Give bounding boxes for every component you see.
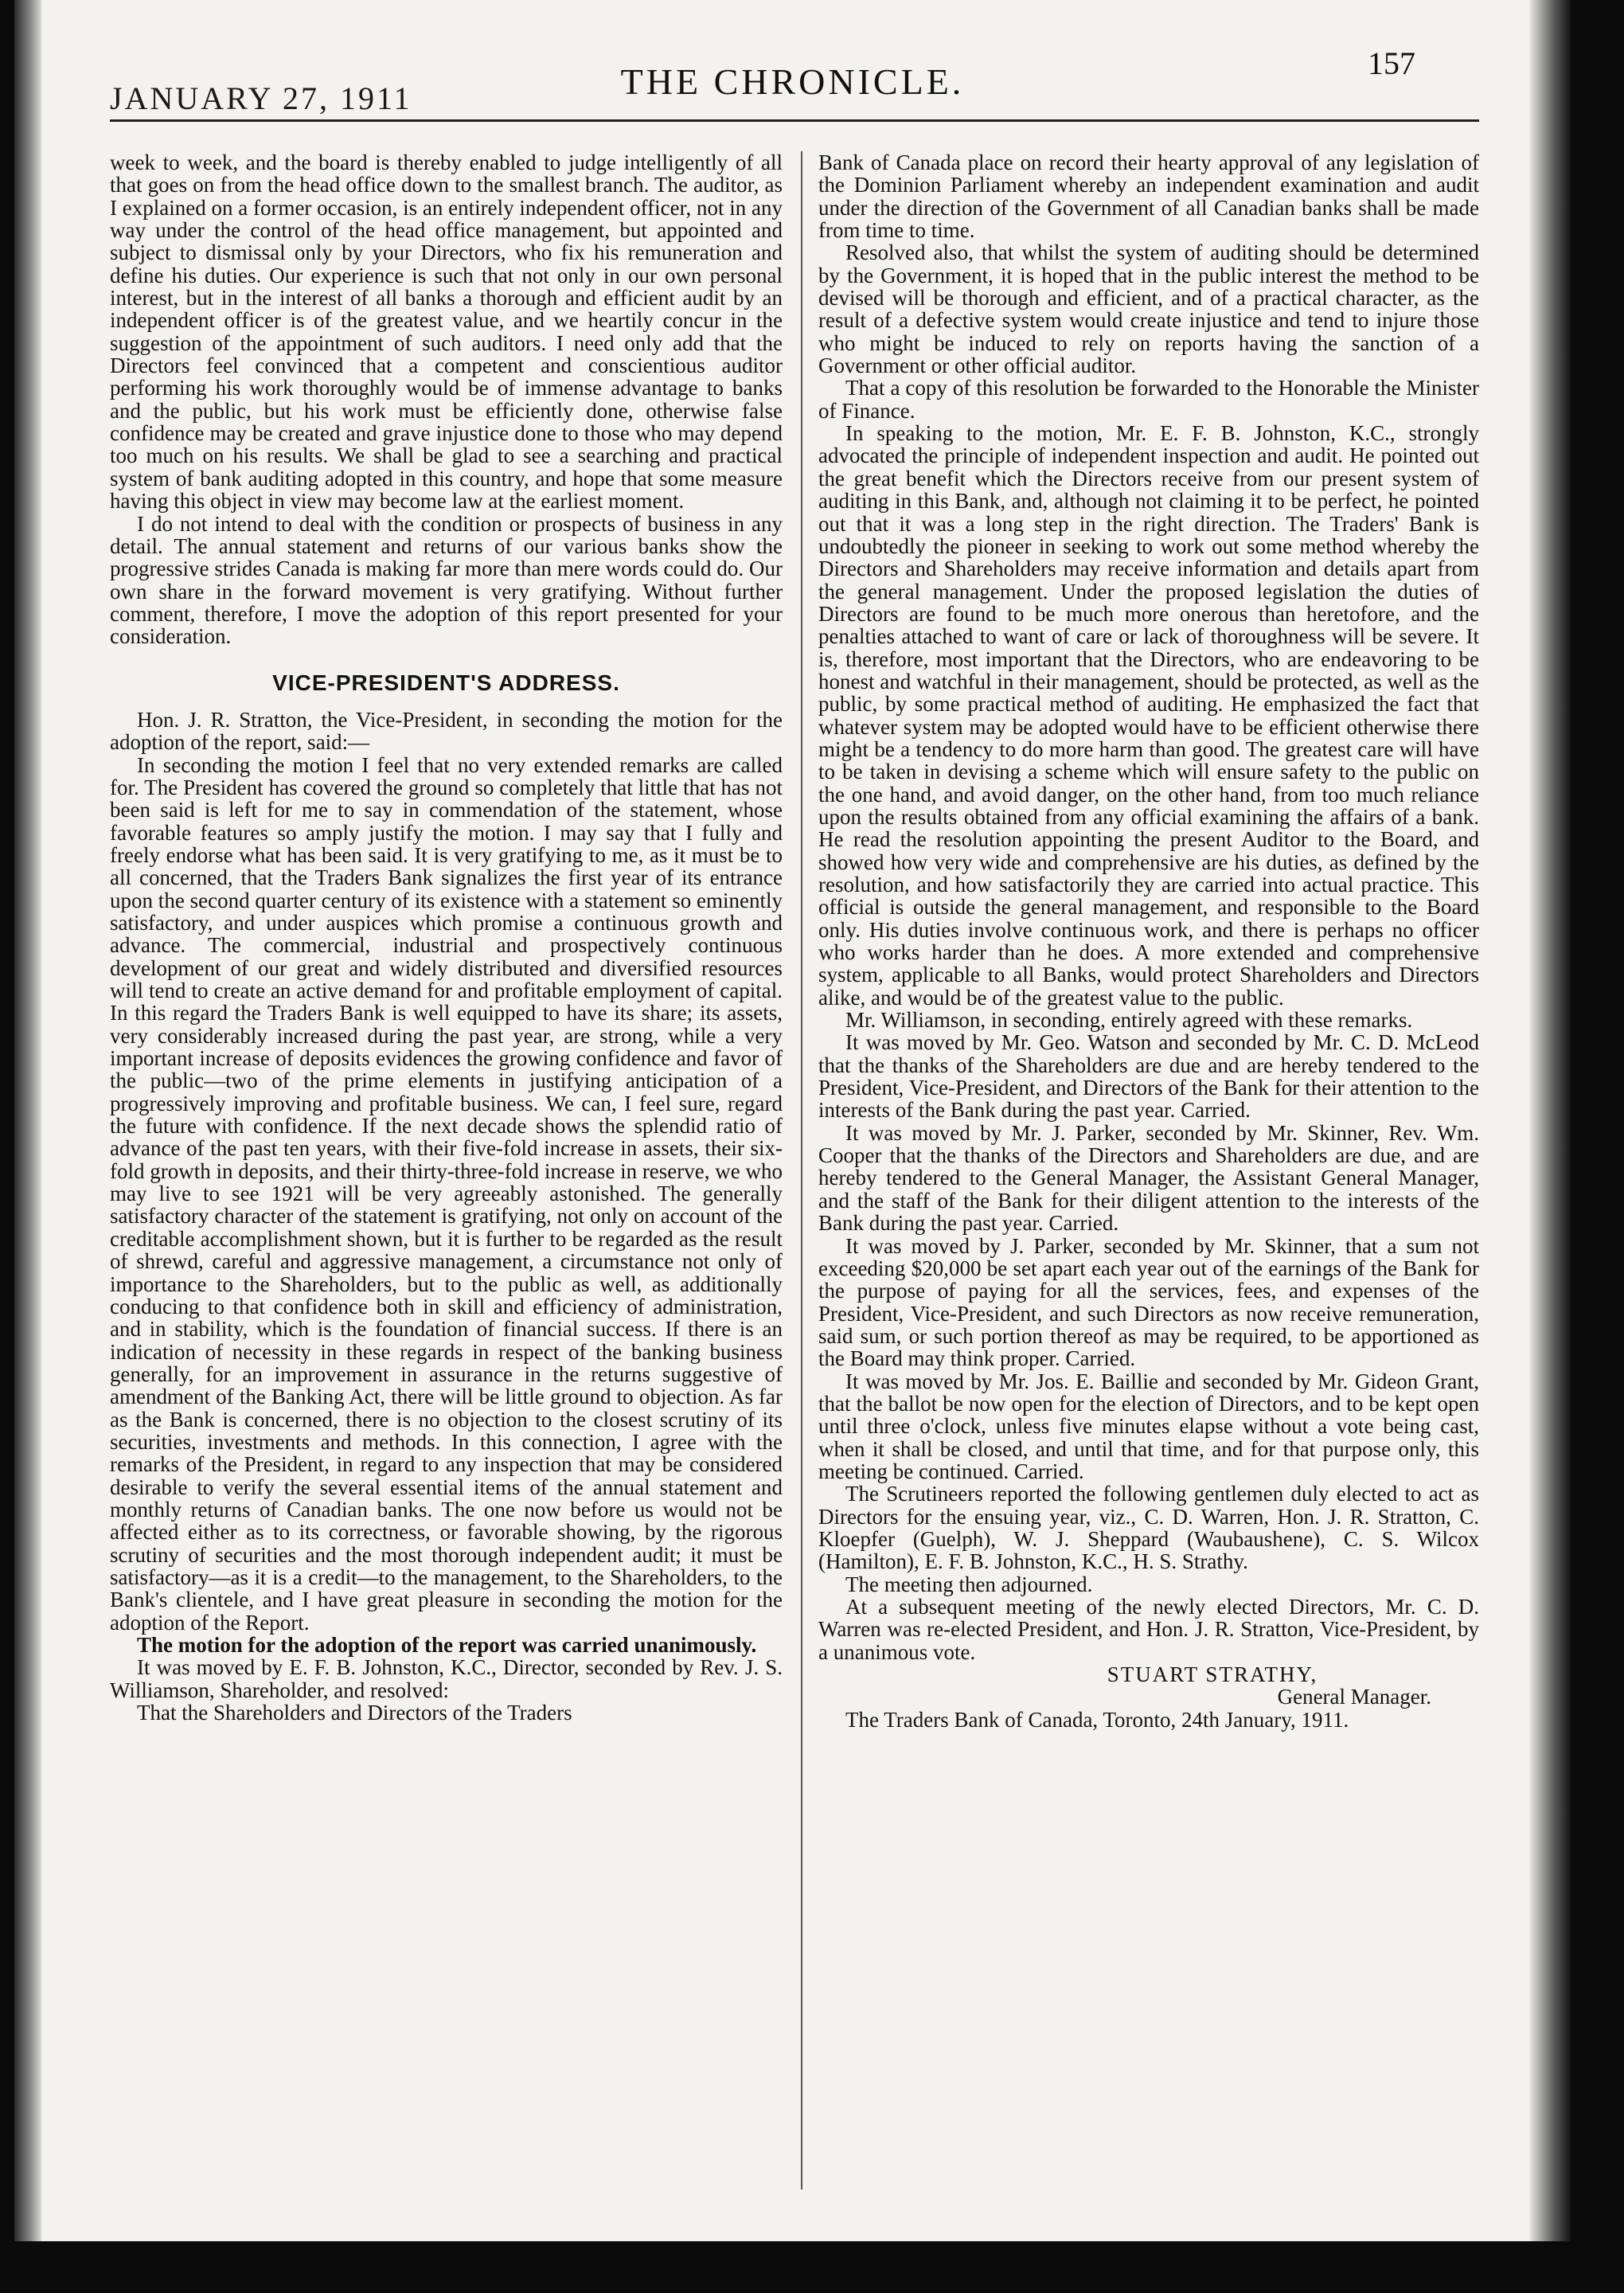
- page-header: [14, 33, 1571, 129]
- paragraph: At a subsequent meeting of the newly elected Directors, Mr. C. D. Warren was re-elected President, and Hon. J. R. Stratton, Vice-President, by a unanimous vote.: [818, 1595, 1479, 1664]
- column-rule: [801, 151, 802, 2189]
- right-column: [818, 151, 1479, 2189]
- binding-shadow: [14, 0, 41, 2241]
- left-column: [110, 151, 783, 2189]
- page-number: 157: [1368, 45, 1415, 81]
- paragraph: week to week, and the board is thereby enabled to judge intelligently of all that goes on from the head office down to the smallest branch. The auditor, as I explained on a former occasion, is an entirely independent officer, not in any way under the control of the head office management, but appointed and subject to dismissal only by your Directors, who fix his remuneration and define his duties. Our experience is such that not only in our own personal interest, but in the interest of all banks a thorough and efficient audit by an independent officer is of the greatest value, and we heartily concur in the suggestion of the appointment of such auditors. I need only add that the Directors feel convinced that a competent and conscientious auditor performing his work thoroughly would be of immense advantage to banks and the public, but his work must be efficiently done, otherwise false confidence may be created and grave injustice done to those who may depend too much on his results. We shall be glad to see a searching and practical system of bank auditing adopted in this country, and hope that some measure having this object in view may become law at the earliest moment.: [110, 151, 783, 514]
- paragraph: Bank of Canada place on record their hearty approval of any legislation of the Dominion Parliament whereby an independent examination and audit under the direction of the Government of all Canadian banks shall be made from time to time.: [818, 151, 1479, 243]
- paragraph: That a copy of this resolution be forwarded to the Honorable the Minister of Finance.: [818, 376, 1479, 423]
- page-edge-shadow: [1529, 0, 1571, 2241]
- signature-name: STUART STRATHY,: [1107, 1662, 1318, 1687]
- paragraph: The Scrutineers reported the following gentlemen duly elected to act as Directors for the ensuing year, viz., C. D. Warren, Hon. J. R. Stratton, C. Kloepfer (Guelph), W. J. Sheppard (Waubaushene), C. S. Wilcox (Hamilton), E. F. B. Johnston, K.C., H. S. Strathy.: [818, 1482, 1479, 1574]
- header-rule: [110, 119, 1479, 122]
- paragraph: Hon. J. R. Stratton, the Vice-President, in seconding the motion for the adoption of the report, said:—: [110, 707, 783, 755]
- paragraph: It was moved by Mr. Jos. E. Baillie and seconded by Mr. Gideon Grant, that the ballot be now open for the election of Directors, and to be kept open until three o'clock, unless five minutes elapse without a vote being cast, when it shall be closed, and until that time, and for that purpose only, this meeting be continued. Carried.: [818, 1369, 1479, 1483]
- paragraph: I do not intend to deal with the condition or prospects of business in any detail. The annual statement and returns of our various banks show the progressive strides Canada is making far more than mere words could do. Our own share in the forward movement is very gratifying. Without further comment, therefore, I move the adoption of this report presented for your consideration.: [110, 511, 783, 649]
- paragraph: The motion for the adoption of the report was carried unanimously.: [137, 1633, 757, 1657]
- paragraph: That the Shareholders and Directors of the Traders: [137, 1701, 572, 1725]
- section-heading: VICE-PRESIDENT'S ADDRESS.: [272, 670, 620, 695]
- newspaper-page: [14, 0, 1571, 2241]
- paragraph: It was moved by Mr. J. Parker, seconded by Mr. Skinner, Rev. Wm. Cooper that the thanks of the Directors and Shareholders are due, and are hereby tendered to the General Manager, the Assistant General Manager, and the staff of the Bank for their diligent attention to the interests of the Bank during the past year. Carried.: [818, 1120, 1479, 1236]
- paragraph: Mr. Williamson, in seconding, entirely agreed with these remarks.: [845, 1008, 1413, 1033]
- paragraph: In seconding the motion I feel that no very extended remarks are called for. The President has covered the ground so completely that little that has not been said is left for me to say in commendation of the statement, whose favorable features so amply justify the motion. I may say that I fully and freely endorse what has been said. It is very gratifying to me, as it must be to all concerned, that the Traders Bank signalizes the first year of its entrance upon the second quarter century of its existence with a statement so eminently satisfactory, and under auspices which promise a continuous growth and advance. The commercial, industrial and prospectively continuous development of our great and widely distributed and diversified resources will tend to create an active demand for and profitable employment of capital. In this regard the Traders Bank is well equipped to have its share; its assets, very considerably increased during the past year, are strong, while a very important increase of deposits evidences the growing confidence and favor of the public—two of the prime elements in justifying anticipation of a progressively improving and profitable business. We can, I feel sure, regard the future with confidence. If the next decade shows the splendid ratio of advance of the past ten years, with their five-fold increase in assets, their six-fold growth in deposits, and their thirty-three-fold increase in reserve, we who may live to see 1921 will be very agreeably astonished. The generally satisfactory character of the statement is gratifying, not only on account of the creditable accomplishment shown, but it is further to be regarded as the result of shrewd, careful and aggressive management, a circumstance not only of importance to the Shareholders, but to the public as well, as additionally conducing to that confidence both in skill and efficiency of administration, and in stability, which is the foundation of financial success. If there is an indication of necessity in these regards in respect of the banking business generally, for an improvement in assurance in the returns suggestive of amendment of the Banking Act, there will be little ground to objection. As far as the Bank is concerned, there is no objection to the closest scrutiny of its securities, investments and methods. In this connection, I agree with the remarks of the President, in regard to any inspection that may be considered desirable to verify the several essential items of the annual statement and monthly returns of Canadian banks. The one now before us would not be affected either as to its correctness, or favorable showing, by the rigorous scrutiny of securities and the most thorough independent audit; it must be satisfactory—as it is a credit—to the management, to the Shareholders, to the Bank's clientele, and I have great pleasure in seconding the motion for the adoption of the Report.: [110, 752, 783, 1635]
- paragraph: It was moved by E. F. B. Johnston, K.C., Director, seconded by Rev. J. S. Williamson, Shareholder, and resolved:: [110, 1655, 783, 1702]
- paragraph: The Traders Bank of Canada, Toronto, 24th January, 1911.: [845, 1707, 1349, 1732]
- header-title: THE CHRONICLE.: [620, 61, 965, 102]
- paragraph: In speaking to the motion, Mr. E. F. B. Johnston, K.C., strongly advocated the principle of independent inspection and audit. He pointed out the great benefit which the Directors receive from our present system of auditing in this Bank, and, although not claiming it to be perfect, he pointed out that it was a long step in the right direction. The Traders' Bank is undoubtedly the pioneer in seeking to work out some method whereby the Directors and Shareholders may receive information and details apart from the general management. Under the proposed legislation the duties of Directors are found to be much more onerous than heretofore, and the penalties attached to want of care or lack of thoroughness will be severe. It is, therefore, most important that the Directors, who are endeavoring to be honest and watchful in their management, should be protected, as well as the public, by some practical method of auditing. He emphasized the fact that whatever system may be adopted would have to be efficient otherwise there might be a tendency to do more harm than good. The greatest care will have to be taken in devising a scheme which will ensure safety to the public on the one hand, and avoid danger, on the other hand, from too much reliance upon the results obtained from any official examining the affairs of a bank. He read the resolution appointing the present Auditor to the Board, and showed how very wide and comprehensive are his duties, as defined by the resolution, and how satisfactorily they are carried into actual practice. This official is outside the general management, and responsible to the Board only. His duties involve continuous work, and there is perhaps no officer who works harder than he does. A more extended and comprehensive system, applicable to all Banks, would protect Shareholders and Directors alike, and would be of the greatest value to the public.: [818, 421, 1479, 1010]
- paragraph: It was moved by Mr. Geo. Watson and seconded by Mr. C. D. McLeod that the thanks of the Shareholders are due and are hereby tendered to the President, Vice-President, and Directors of the Bank for their attention to the interests of the Bank during the past year. Carried.: [818, 1030, 1479, 1123]
- header-date: JANUARY 27, 1911: [110, 80, 412, 116]
- paragraph: It was moved by J. Parker, seconded by Mr. Skinner, that a sum not exceeding $20,000 be set apart each year out of the earnings of the Bank for the purpose of paying for all the services, fees, and expenses of the President, Vice-President, and such Directors as now receive remuneration, said sum, or such portion thereof as may be required, to be apportioned as the Board may think proper. Carried.: [818, 1233, 1479, 1371]
- signature-title: General Manager.: [1277, 1685, 1431, 1709]
- paragraph: Resolved also, that whilst the system of auditing should be determined by the Government, it is hoped that in the public interest the method to be devised will be thorough and efficient, and of a practical character, as the result of a defective system would create injustice and tend to injure those who might be induced to rely on reports having the sanction of a Government or other official auditor.: [818, 240, 1479, 378]
- paragraph: The meeting then adjourned.: [845, 1572, 1093, 1596]
